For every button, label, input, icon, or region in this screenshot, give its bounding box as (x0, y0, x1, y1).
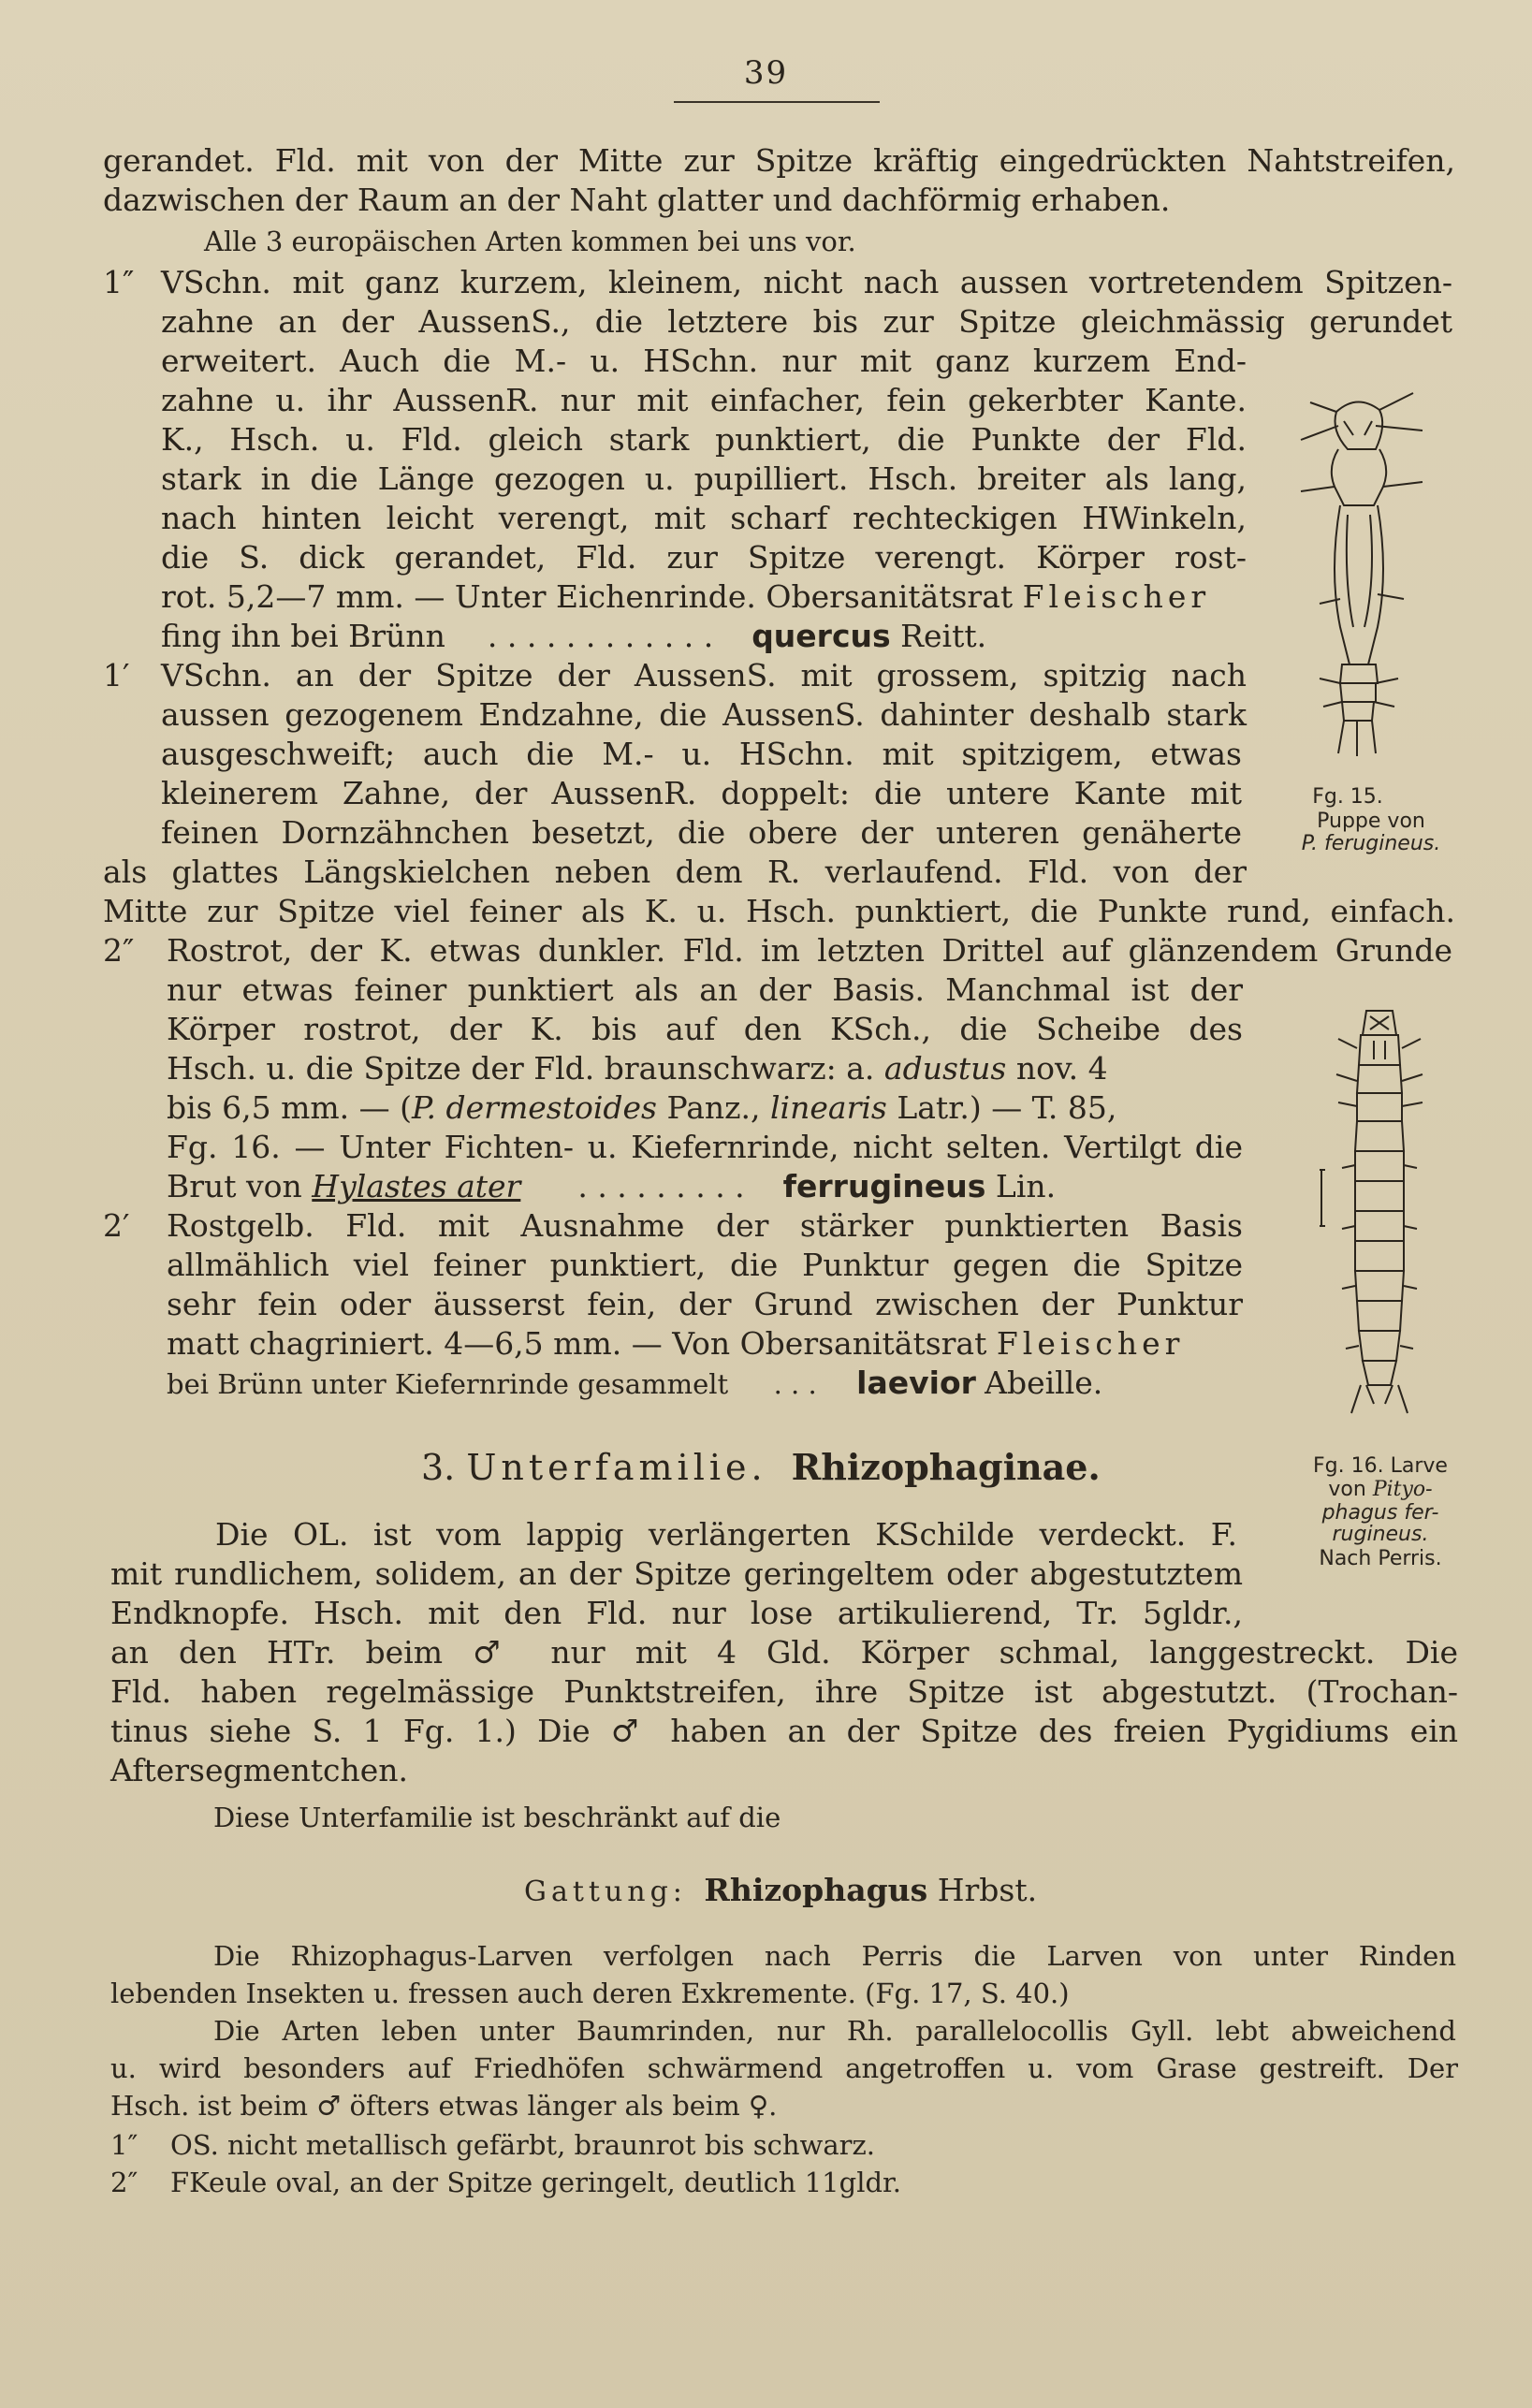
fig16-caption-1: Fg. 16. Larve (1313, 1454, 1448, 1478)
author-lin: Lin. (995, 1168, 1057, 1204)
genus-word: Gattung: (524, 1875, 687, 1908)
host-hylastes: Hylastes ater (312, 1168, 521, 1204)
genus-line-1: Die Rhizophagus-Larven verfolgen nach Perris die Larven von unter Rinden (213, 1940, 1456, 1972)
final-key-number-2: 2″ (110, 2167, 139, 2198)
key-number-1a: 1″ (103, 264, 135, 300)
genus-heading (524, 1872, 1037, 1911)
key1b-line-5: feinen Dornzähnchen besetzt, die obere der unteren genäherte (161, 814, 1242, 851)
key2b-bei: bei Brünn unter Kiefernrinde gesammelt (167, 1368, 729, 1400)
key-number-2a: 2″ (103, 932, 135, 969)
key1a-fing: fing ihn bei Brünn (161, 618, 445, 654)
genus-line-5: Hsch. ist beim ♂ öfters etwas länger als beim ♀. (110, 2090, 778, 2122)
author-panz: Panz., (666, 1089, 761, 1126)
key2a-line-1: Rostrot, der K. etwas dunkler. Fld. im letzten Drittel auf glänzendem Grunde (167, 932, 1452, 969)
genus-line-4: u. wird besonders auf Friedhöfen schwärmend angetroffen u. vom Grase gestreift. Der (110, 2052, 1458, 2084)
sub-line-6: tinus siehe S. 1 Fg. 1.) Die ♂ haben an der Spitze des freien Pygidiums ein (110, 1713, 1458, 1749)
fig16-caption-4: rugineus. (1332, 1523, 1429, 1546)
subfamily-heading (421, 1446, 1101, 1489)
fig16-caption-3: phagus fer- (1321, 1501, 1439, 1525)
collector-name: Fleischer (1022, 578, 1211, 615)
fig15-caption-1: Puppe von (1317, 810, 1425, 833)
fig15-caption-2: P. ferugineus. (1301, 832, 1441, 855)
genus-line-3: Die Arten leben unter Baumrinden, nur Rh. parallelocollis Gyll. lebt abweichend (213, 2015, 1456, 2047)
genus-name: Rhizophagus (704, 1872, 928, 1908)
key1a-line-4: zahne u. ihr AussenR. nur mit einfacher, fein gekerbter Kante. (161, 382, 1247, 418)
key-number-1b: 1′ (103, 657, 130, 693)
sub-line-7: Aftersegmentchen. (110, 1752, 408, 1788)
key2a-hsch: Hsch. u. die Spitze der Fld. braunschwarz: a. (167, 1050, 875, 1087)
subfamily-name: Rhizophaginae. (791, 1446, 1101, 1488)
key2a-dots: . . . . . . . . . (577, 1168, 745, 1204)
sub-last-line: Diese Unterfamilie ist beschränkt auf die (213, 1802, 781, 1833)
key2a-bis: bis 6,5 mm. — ( (167, 1089, 413, 1126)
key1a-line-10 (161, 618, 1247, 655)
fig16-caption-2b: Pityo- (1372, 1478, 1433, 1501)
key1b-line-1: VSchn. an der Spitze der AussenS. mit grossem, spitzig nach (161, 657, 1247, 693)
key1b-line-3: ausgeschweift; auch die M.- u. HSchn. mit spitzigem, etwas (161, 736, 1242, 772)
variety-adustus: adustus (883, 1050, 1007, 1087)
key2a-line-4 (167, 1050, 1108, 1087)
key1a-line-5: K., Hsch. u. Fld. gleich stark punktiert, die Punkte der Fld. (161, 421, 1247, 458)
genus-author: Hrbst. (937, 1872, 1038, 1908)
species-ferrugineus: ferrugineus (782, 1168, 986, 1204)
synonym-linearis: linearis (770, 1089, 887, 1126)
key2b-line-1: Rostgelb. Fld. mit Ausnahme der stärker punktierten Basis (167, 1207, 1243, 1244)
key1a-line-7: nach hinten leicht verengt, mit scharf rechteckigen HWinkeln, (161, 500, 1247, 536)
sub-line-3: Endknopfe. Hsch. mit den Fld. nur lose artikulierend, Tr. 5gldr., (110, 1595, 1243, 1631)
sub-line-5: Fld. haben regelmässige Punktstreifen, ihre Spitze ist abgestutzt. (Trochan- (110, 1673, 1458, 1710)
key1a-line-9 (161, 578, 1210, 616)
key2a-line-7 (167, 1168, 1252, 1205)
key2a-nov: nov. 4 (1015, 1050, 1108, 1087)
pupa-figure (1282, 384, 1451, 777)
sub-line-2: mit rundlichem, solidem, an der Spitze geringeltem oder abgestutztem (110, 1555, 1243, 1592)
key1a-line-2: zahne an der AussenS., die letztere bis zur Spitze gleichmässig gerundet (161, 303, 1452, 340)
larva-figure (1310, 992, 1451, 1451)
key1a-line-6: stark in die Länge gezogen u. pupilliert. Hsch. breiter als lang, (161, 460, 1247, 497)
key2a-line-5 (167, 1089, 1116, 1127)
author-latr: Latr.) — T. 85, (897, 1089, 1117, 1126)
key1b-line-6: als glattes Längskielchen neben dem R. verlaufend. Fld. von der (103, 854, 1247, 890)
key-number-2b: 2′ (103, 1207, 130, 1244)
key2b-line-4 (167, 1325, 1184, 1363)
synonym-dermestoides: P. dermestoides (412, 1089, 657, 1126)
key2b-matt: matt chagriniert. 4—6,5 mm. — Von Obersanitätsrat (167, 1325, 987, 1362)
species-laevior: laevior (856, 1365, 976, 1401)
key1a-dots: . . . . . . . . . . . . (487, 618, 714, 654)
key1a-line-9-text: rot. 5,2—7 mm. — Unter Eichenrinde. Obersanitätsrat (161, 578, 1014, 615)
intro-line-2: dazwischen der Raum an der Naht glatter und dachförmig erhaben. (103, 182, 1171, 218)
key2a-brut: Brut von (167, 1168, 302, 1204)
species-quercus: quercus (751, 618, 891, 654)
key2b-line-3: sehr fein oder äusserst fein, der Grund zwischen der Punktur (167, 1286, 1243, 1322)
key1a-line-8: die S. dick gerandet, Fld. zur Spitze verengt. Körper rost- (161, 539, 1247, 576)
key1a-line-1: VSchn. mit ganz kurzem, kleinem, nicht nach aussen vortretendem Spitzen- (161, 264, 1452, 300)
key2b-dots: . . . (773, 1368, 817, 1400)
subfamily-num: 3. (421, 1447, 456, 1488)
key2b-line-5 (167, 1365, 1252, 1403)
key2a-line-2: nur etwas feiner punktiert als an der Basis. Manchmal ist der (167, 971, 1243, 1008)
key1a-line-3: erweitert. Auch die M.- u. HSchn. nur mit ganz kurzem End- (161, 343, 1247, 379)
fig16-caption-2a: von (1328, 1478, 1366, 1501)
sub-line-4: an den HTr. beim ♂ nur mit 4 Gld. Körper schmal, langgestreckt. Die (110, 1634, 1458, 1671)
key2a-line-3: Körper rostrot, der K. bis auf den KSch., die Scheibe des (167, 1011, 1243, 1047)
sub-line-1: Die OL. ist vom lappig verlängerten KSchilde verdeckt. F. (215, 1516, 1237, 1553)
fig15-label: Fg. 15. (1312, 785, 1383, 809)
subfamily-word: Unterfamilie. (466, 1447, 767, 1488)
key1b-line-4: kleinerem Zahne, der AussenR. doppelt: die untere Kante mit (161, 775, 1242, 811)
page-number-rule (674, 101, 880, 103)
page-number: 39 (743, 54, 789, 92)
final-key-text-1: OS. nicht metallisch gefärbt, braunrot bis schwarz. (170, 2129, 875, 2161)
key2b-line-2: allmählich viel feiner punktiert, die Punktur gegen die Spitze (167, 1247, 1243, 1283)
fig16-caption-2 (1296, 1479, 1465, 1501)
final-key-text-2: FKeule oval, an der Spitze geringelt, deutlich 11gldr. (170, 2167, 901, 2198)
fig16-caption-5: Nach Perris. (1319, 1547, 1442, 1570)
final-key-number-1: 1″ (110, 2129, 139, 2161)
key1b-line-7: Mitte zur Spitze viel feiner als K. u. Hsch. punktiert, die Punkte rund, einfach. (103, 893, 1455, 929)
key1b-line-2: aussen gezogenem Endzahne, die AussenS. dahinter deshalb stark (161, 696, 1247, 733)
arten-line: Alle 3 europäischen Arten kommen bei uns vor. (204, 226, 856, 257)
genus-line-2: lebenden Insekten u. fressen auch deren Exkremente. (Fg. 17, S. 40.) (110, 1977, 1070, 2009)
key2a-line-6: Fg. 16. — Unter Fichten- u. Kiefernrinde, nicht selten. Vertilgt die (167, 1129, 1243, 1165)
collector-name-2: Fleischer (996, 1325, 1185, 1362)
author-reitt: Reitt. (900, 618, 987, 654)
intro-line-1: gerandet. Fld. mit von der Mitte zur Spitze kräftig eingedrückten Nahtstreifen, (103, 142, 1455, 179)
author-abeille: Abeille. (985, 1365, 1103, 1401)
